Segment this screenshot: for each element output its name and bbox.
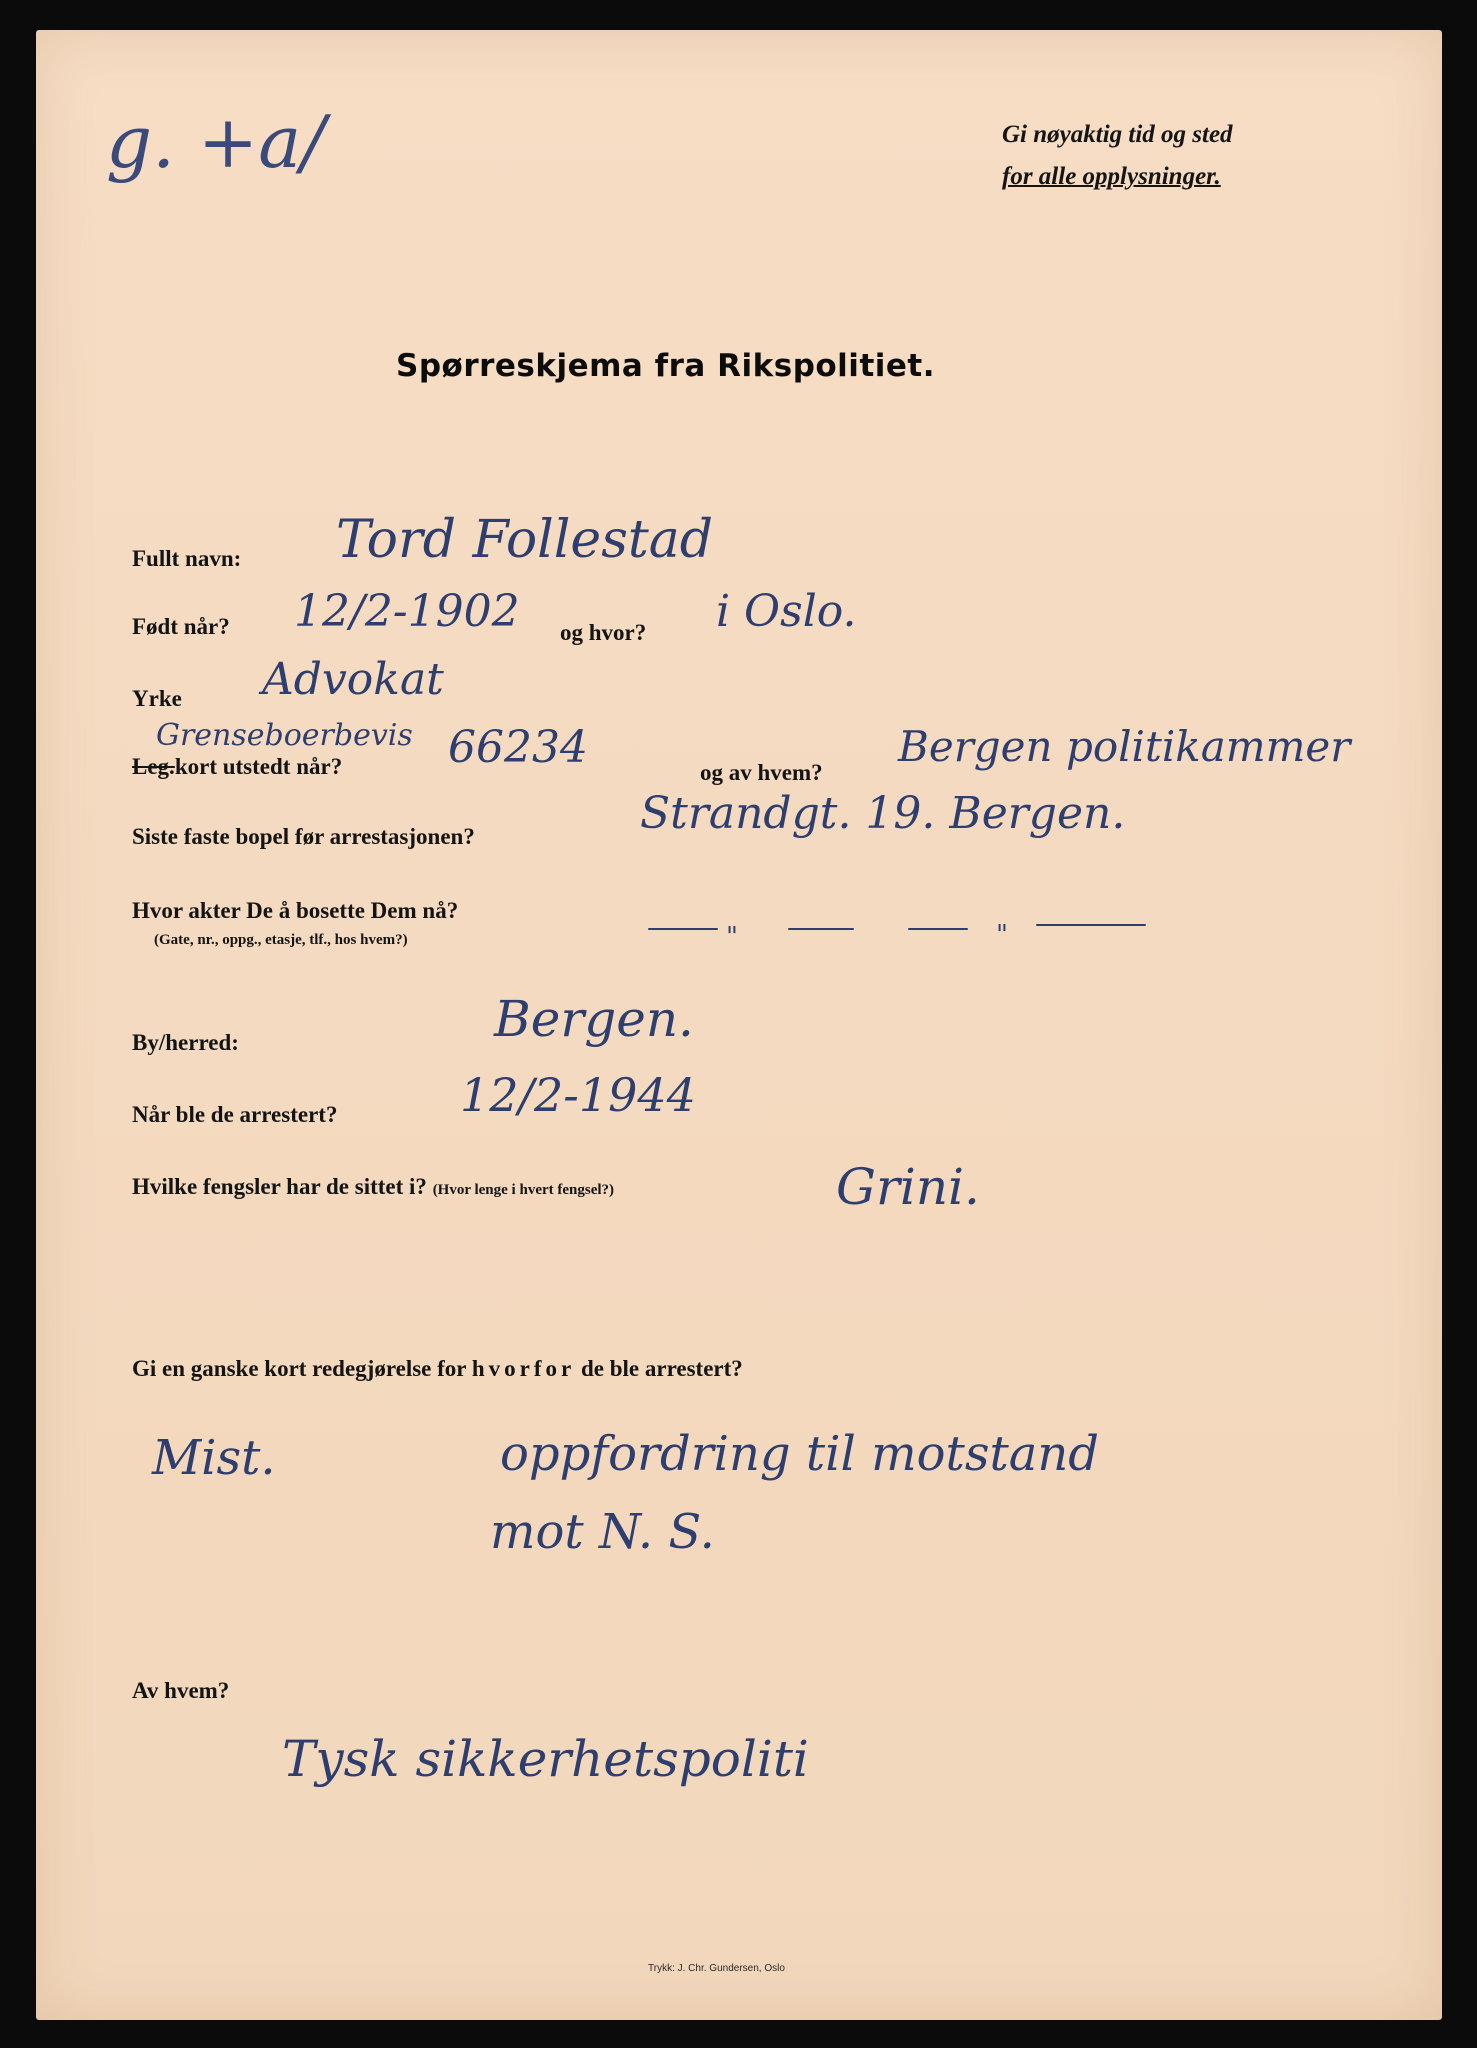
reason-label-spaced: hvorfor [471, 1356, 576, 1381]
printer-imprint: Trykk: J. Chr. Gundersen, Oslo [648, 1963, 785, 1974]
settle-ditto-1: " [726, 922, 738, 952]
questionnaire-page [36, 30, 1442, 2020]
card-by-value: Bergen politikammer [898, 722, 1351, 771]
reason-value-1b: oppfordring til motstand [500, 1426, 1100, 1482]
prisons-label [132, 1174, 614, 1200]
card-handwritten-prefix: Grenseboerbevis [156, 718, 413, 753]
settle-dash-3 [908, 928, 968, 930]
card-value: 66234 [448, 722, 588, 773]
reason-value-2: mot N. S. [490, 1504, 715, 1560]
born-value: 12/2-1902 [294, 586, 520, 637]
prisons-label-main: Hvilke fengsler har de sittet i? [132, 1174, 427, 1199]
city-value: Bergen. [494, 990, 694, 1048]
arrest-label: Når ble de arrestert? [132, 1102, 338, 1127]
notice-line-2: for alle opplysninger. [1002, 163, 1221, 190]
notice-box [1002, 114, 1233, 198]
arrest-value: 12/2-1944 [460, 1068, 696, 1122]
occupation-label: Yrke [132, 686, 182, 711]
card-label-rest: kort utstedt når? [174, 754, 343, 779]
born-label: Født når? [132, 614, 230, 639]
form-title: Spørreskjema fra Rikspolitiet. [396, 348, 936, 384]
born-where-label: og hvor? [560, 620, 647, 645]
name-label: Fullt navn: [132, 546, 242, 571]
occupation-value: Advokat [262, 654, 444, 705]
card-by-label: og av hvem? [700, 760, 823, 785]
residence-value: Strandgt. 19. Bergen. [640, 788, 1126, 839]
corner-annotation: g. +a/ [106, 100, 326, 184]
prisons-value: Grini. [836, 1158, 980, 1216]
name-value: Tord Follestad [336, 510, 714, 570]
settle-label: Hvor akter De å bosette Dem nå? [132, 898, 459, 923]
card-label [132, 754, 342, 780]
settle-dash-4 [1036, 924, 1146, 926]
by-whom-label: Av hvem? [132, 1678, 230, 1703]
settle-ditto-2: " [996, 920, 1008, 950]
notice-line-1: Gi nøyaktig tid og sted [1002, 121, 1233, 148]
settle-sub: (Gate, nr., oppg., etasje, tlf., hos hvem?) [154, 932, 408, 948]
residence-label: Siste faste bopel før arrestasjonen? [132, 824, 475, 849]
card-label-struck: Leg. [132, 754, 175, 779]
prisons-sub: (Hvor lenge i hvert fengsel?) [432, 1182, 615, 1198]
reason-label-pre: Gi en ganske kort redegjørelse for [132, 1356, 467, 1381]
reason-label [132, 1356, 743, 1382]
reason-label-post: de ble arrestert? [580, 1356, 743, 1381]
born-where-value: i Oslo. [716, 586, 857, 637]
reason-value-1a: Mist. [152, 1430, 276, 1486]
settle-dash-1 [648, 928, 718, 930]
by-whom-value: Tysk sikkerhetspoliti [282, 1730, 809, 1788]
settle-dash-2 [788, 928, 854, 930]
city-label: By/herred: [132, 1030, 239, 1055]
